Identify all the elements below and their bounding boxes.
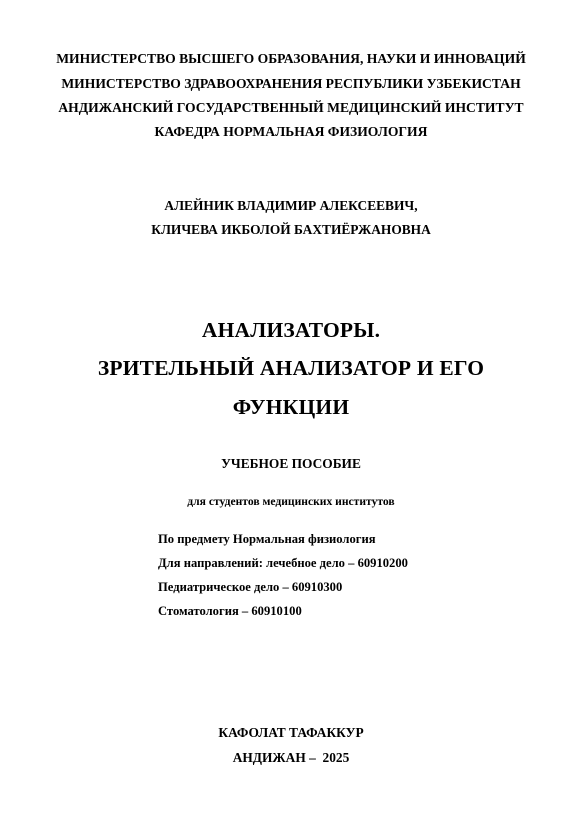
title-line-2: ЗРИТЕЛЬНЫЙ АНАЛИЗАТОР И ЕГО bbox=[97, 356, 485, 380]
document-type: УЧЕБНОЕ ПОСОБИЕ bbox=[221, 456, 361, 471]
author-2: КЛИЧЕВА ИКБОЛОЙ БАХТИЁРЖАНОВНА bbox=[151, 222, 431, 237]
author-1: АЛЕЙНИК ВЛАДИМИР АЛЕКСЕЕВИЧ, bbox=[164, 198, 418, 213]
detail-dentistry: Стоматология – 60910100 bbox=[158, 604, 302, 618]
target-audience: для студентов медицинских институтов bbox=[187, 495, 395, 508]
header-ministry-health: МИНИСТЕРСТВО ЗДРАВООХРАНЕНИЯ РЕСПУБЛИКИ УЗБЕКИСТАН bbox=[61, 76, 521, 91]
publisher-name: КАФОЛАТ ТАФАККУР bbox=[218, 725, 364, 740]
header-ministry-education: МИНИСТЕРСТВО ВЫСШЕГО ОБРАЗОВАНИЯ, НАУКИ И ИННОВАЦИЙ bbox=[56, 51, 526, 66]
detail-pediatrics: Педиатрическое дело – 60910300 bbox=[158, 580, 343, 594]
detail-subject: По предмету Нормальная физиология bbox=[158, 532, 376, 546]
header-institute: АНДИЖАНСКИЙ ГОСУДАРСТВЕННЫЙ МЕДИЦИНСКИЙ ИНСТИТУТ bbox=[58, 100, 524, 115]
detail-direction-general: Для направлений: лечебное дело – 60910200 bbox=[158, 556, 408, 570]
title-line-3: ФУНКЦИИ bbox=[232, 395, 350, 419]
header-department: КАФЕДРА НОРМАЛЬНАЯ ФИЗИОЛОГИЯ bbox=[154, 124, 428, 139]
publication-city-year: АНДИЖАН – 2025 bbox=[232, 750, 350, 765]
title-line-1: АНАЛИЗАТОРЫ. bbox=[201, 318, 381, 342]
